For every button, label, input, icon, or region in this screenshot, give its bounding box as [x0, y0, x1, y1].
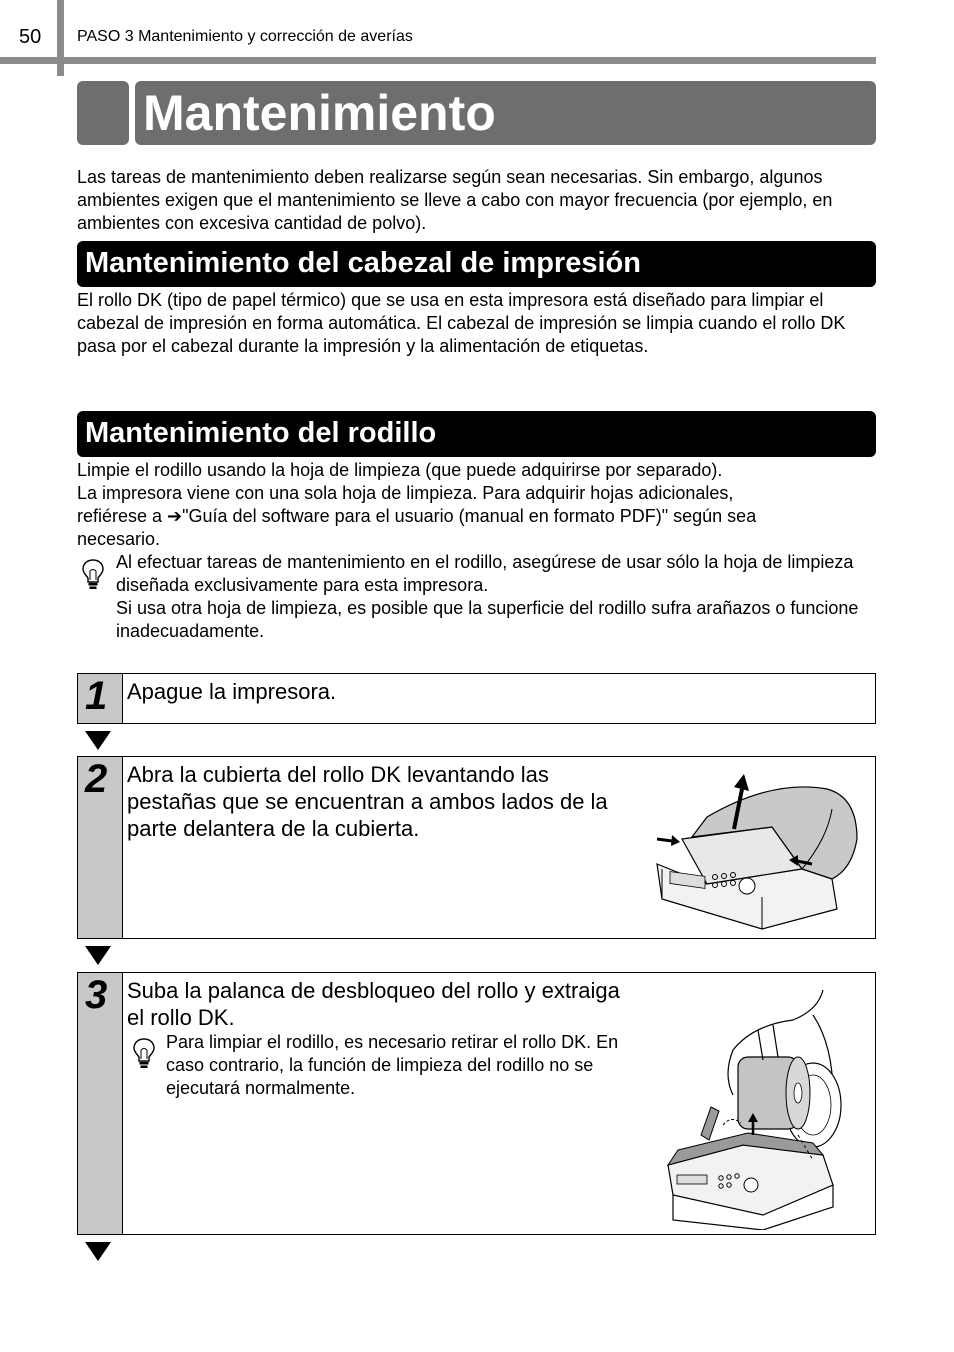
step-3-hint-note: Para limpiar el rodillo, es necesario retirar el rollo DK. En caso contrario, la función de limpieza del rodillo no se ejecutará normalmente. [166, 1032, 619, 1098]
running-title: PASO 3 Mantenimiento y corrección de averías [77, 28, 413, 45]
roller-line-1: Limpie el rodillo usando la hoja de limpieza (que puede adquirirse por separado). [77, 460, 723, 480]
section-heading-roller: Mantenimiento del rodillo [77, 411, 876, 457]
roller-line-3 [77, 505, 877, 528]
lightbulb-hint-icon [132, 1037, 156, 1071]
print-head-paragraph: El rollo DK (tipo de papel térmico) que se usa en esta impresora está diseñado para limpiar el cabezal de impresión en forma automática. El cabezal de impresión se limpia cuando el rollo DK pasa por el cabezal durante la impresión y la alimentación de etiquetas. [77, 290, 846, 356]
printer-open-cover-illustration [652, 769, 864, 934]
roller-paragraph [77, 459, 877, 551]
page-number: 50 [19, 26, 42, 48]
step-number: 2 [85, 757, 108, 801]
header-vertical-rule [57, 0, 64, 76]
step-1-text: Apague la impresora. [127, 679, 337, 704]
roller-hint-note-1: Al efectuar tareas de mantenimiento en el rodillo, asegúrese de usar sólo la hoja de limpieza diseñada exclusivamente para esta impresora. [116, 552, 854, 595]
step-number-column [78, 757, 123, 938]
triangle-down-icon [85, 1242, 111, 1261]
step-number-column [78, 973, 123, 1234]
roller-line-4: necesario. [77, 529, 161, 549]
step-1 [77, 673, 876, 724]
step-2-text: Abra la cubierta del rollo DK levantando las pestañas que se encuentran a ambos lados de la parte delantera de la cubierta. [127, 762, 608, 841]
page-title: Mantenimiento [143, 85, 496, 141]
roller-line-3-prefix: refiérese a [77, 506, 168, 526]
step-3-text: Suba la palanca de desbloqueo del rollo y extraiga el rollo DK. [127, 978, 620, 1030]
section-heading-print-head: Mantenimiento del cabezal de impresión [77, 241, 876, 287]
software-guide-reference: "Guía del software para el usuario (manual en formato PDF)" según sea [182, 506, 757, 526]
title-accent-block [77, 81, 129, 145]
roller-hint-note [116, 551, 881, 643]
reference-arrow-icon: ➔ [167, 506, 183, 526]
triangle-down-icon [85, 731, 111, 750]
header-horizontal-rule [0, 57, 876, 64]
triangle-down-icon [85, 946, 111, 965]
step-3 [77, 972, 876, 1235]
title-bar [135, 81, 876, 145]
roller-line-2: La impresora viene con una sola hoja de limpieza. Para adquirir hojas adicionales, [77, 483, 734, 503]
intro-paragraph: Las tareas de mantenimiento deben realizarse según sean necesarias. Sin embargo, algunos ambientes exigen que el mantenimiento se lleve a cabo con mayor frecuencia (por ejemplo, en ambientes con excesiva cantidad de polvo). [77, 167, 833, 233]
step-number-column [78, 674, 123, 723]
lightbulb-hint-icon [81, 558, 105, 592]
remove-dk-roll-illustration [663, 985, 858, 1230]
step-2 [77, 756, 876, 939]
step-number: 1 [85, 674, 108, 718]
roller-hint-note-2: Si usa otra hoja de limpieza, es posible que la superficie del rodillo sufra arañazos o funcione inadecuadamente. [116, 598, 859, 641]
step-number: 3 [85, 973, 108, 1017]
